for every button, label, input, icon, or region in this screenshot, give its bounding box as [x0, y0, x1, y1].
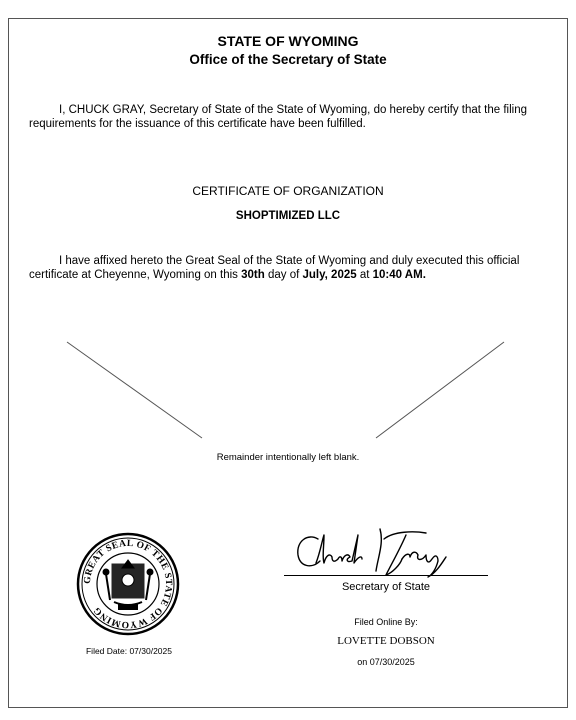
certification-paragraph: I, CHUCK GRAY, Secretary of State of the State of Wyoming, do hereby certify that the filing requirements for the issuance of this certificate have been fulfilled.	[29, 104, 527, 130]
seal-ring-text: GREAT SEAL OF THE STATE OF WYOMING	[82, 538, 174, 630]
signer-title: Secretary of State	[341, 581, 431, 593]
document-subtitle: Office of the Secretary of State	[189, 52, 387, 67]
great-seal-of-wyoming-icon	[76, 532, 180, 636]
affixed-text-mid1: day of	[264, 269, 303, 281]
remainder-note: Remainder intentionally left blank.	[216, 452, 360, 463]
affixed-day: 30th	[241, 269, 265, 281]
affixed-time: 10:40 AM.	[372, 269, 426, 281]
filer-name: LOVETTE DOBSON	[337, 635, 435, 647]
affixed-month-year: July, 2025	[302, 269, 357, 281]
left-diagonal-line	[67, 342, 202, 438]
filed-online-date: on 07/30/2025	[357, 657, 415, 667]
certificate-type: CERTIFICATE OF ORGANIZATION	[192, 184, 384, 198]
document-title: STATE OF WYOMING	[217, 33, 359, 49]
signature-line	[284, 575, 488, 576]
right-diagonal-line	[376, 342, 504, 438]
affixed-text-mid2: at	[356, 269, 373, 281]
affixed-text-start: I have affixed hereto the Great Seal of the State of Wyoming and duly executed this official certificate at Cheyenne, Wyoming on this	[29, 255, 520, 281]
company-name: SHOPTIMIZED LLC	[235, 210, 341, 222]
filed-date: Filed Date: 07/30/2025	[85, 646, 172, 656]
filed-online-label: Filed Online By:	[354, 617, 418, 627]
secretary-signature-icon	[288, 523, 468, 579]
